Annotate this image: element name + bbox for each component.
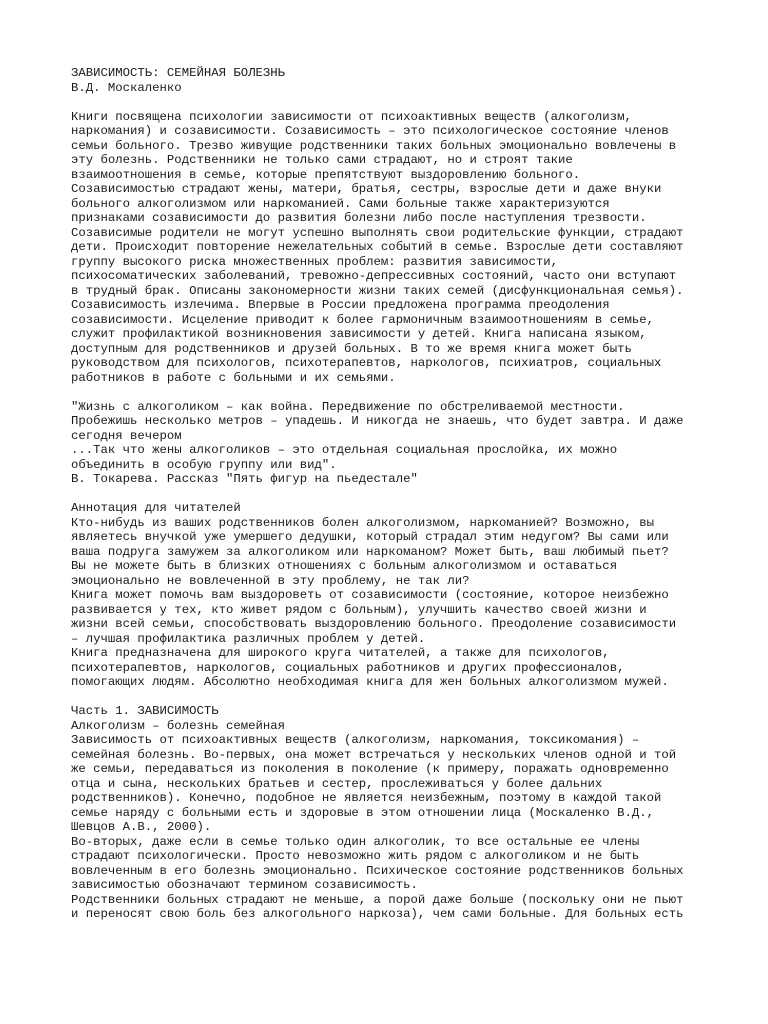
annotation — [71, 501, 711, 690]
text-line: помогающих людям. Абсолютно необходимая книга для жен больных алкоголизмом мужей. — [71, 675, 669, 689]
text-line: ...Так что жены алкоголиков – это отдельная социальная прослойка, их можно — [71, 443, 618, 457]
blank-line — [71, 95, 711, 110]
text-line: Пробежишь несколько метров – упадешь. И никогда не знаешь, что будет завтра. И даже — [71, 414, 684, 428]
text-line: дети. Происходит повторение нежелательных событий в семье. Взрослые дети составляют — [71, 240, 684, 254]
document-body — [71, 110, 711, 922]
text-line: Книги посвящена психологии зависимости от психоактивных веществ (алкоголизм, — [71, 109, 632, 124]
text-line: В. Токарева. Рассказ "Пять фигур на пьедестале" — [71, 472, 418, 486]
text-line: психотерапевтов, наркологов, социальных работников и других профессионалов, — [71, 660, 625, 675]
text-line: Книга предназначена для широкого круга читателей, а также для психологов, — [71, 646, 610, 660]
text-line: больного алкоголизмом или наркоманией. Сами больные также характеризуются — [71, 196, 610, 211]
text-line: родственников). Конечно, подобное не является неизбежным, поэтому в каждой такой — [71, 791, 662, 805]
text-line: Часть 1. ЗАВИСИМОСТЬ — [71, 704, 219, 718]
text-line: психосоматических заболеваний, тревожно-депрессивных состояний, часто они вступают — [71, 269, 677, 283]
text-line: Созависимость излечима. Впервые в России предложена программа преодоления — [71, 298, 610, 312]
text-line: сегодня вечером — [71, 428, 182, 443]
text-line: объединить в особую группу или вид". — [71, 457, 337, 472]
document-author: В.Д. Москаленко — [71, 80, 182, 95]
part-one — [71, 704, 711, 922]
text-line: вовлеченным в его болезнь эмоционально. Психическое состояние родственников больных — [71, 863, 684, 878]
text-line: семейная болезнь. Во-первых, она может встречаться у нескольких членов одной и той — [71, 747, 677, 762]
blank-line — [71, 487, 711, 502]
text-line: Аннотация для читателей — [71, 501, 241, 515]
text-line: взаимоотношения в семье, которые препятствуют выздоровлению больного. — [71, 167, 581, 182]
text-line: развивается у тех, кто живет рядом с больным), улучшить качество своей жизни и — [71, 602, 647, 617]
text-line: Книга может помочь вам выздороветь от созависимости (состояние, которое неизбежно — [71, 588, 669, 602]
text-line: эту болезнь. Родственники не только сами страдают, но и строят такие — [71, 153, 573, 167]
text-line: страдают психологически. Просто невозможно жить рядом с алкоголиком и не быть — [71, 849, 640, 863]
text-line: эмоционально не вовлеченной в эту проблему, не так ли? — [71, 573, 470, 588]
text-line: группу высокого риска множественных проблем: развития зависимости, — [71, 254, 559, 269]
text-line: Родственники больных страдают не меньше, а порой даже больше (поскольку они не пьют — [71, 892, 684, 907]
text-line: признаками созависимости до развития болезни либо после наступления трезвости. — [71, 211, 647, 225]
epigraph — [71, 400, 711, 487]
text-line: ваша подруга замужем за алкоголиком или наркоманом? Может быть, ваш любимый пьет? — [71, 544, 669, 559]
text-line: жизни всей семьи, способствовать выздоровлению больного. Преодоление созависимости — [71, 617, 677, 631]
text-line: доступным для родственников и друзей больных. В то же время книга может быть — [71, 341, 632, 356]
text-line: Кто-нибудь из ваших родственников болен алкоголизмом, наркоманией? Возможно, вы — [71, 515, 654, 530]
text-line: Во-вторых, даже если в семье только один алкоголик, то все остальные ее члены — [71, 834, 640, 849]
text-line: "Жизнь с алкоголиком – как война. Передвижение по обстреливаемой местности. — [71, 399, 625, 414]
text-line: являетесь внучкой уже умершего дедушки, который страдал этим недугом? Вы сами или — [71, 530, 669, 544]
text-line: Вы не можете быть в близких отношениях с больным алкоголизмом и оставаться — [71, 559, 618, 573]
text-line: наркомания) и созависимости. Созависимость – это психологическое состояние членов — [71, 124, 669, 138]
text-line: Алкоголизм – болезнь семейная — [71, 718, 286, 733]
text-line: работников в работе с больными и их семьями. — [71, 370, 396, 385]
text-line: зависимостью обозначают термином созависимость. — [71, 878, 418, 892]
intro-paragraph — [71, 110, 711, 386]
text-line: руководством для психологов, психотерапевтов, наркологов, психиатров, социальных — [71, 356, 662, 370]
text-line: и переносят свою боль без алкогольного наркоза), чем сами больные. Для больных есть — [71, 907, 684, 921]
text-line: семье наряду с больными есть и здоровые в этом отношении лица (Москаленко В.Д., — [71, 805, 654, 820]
text-line: созависимости. Исцеление приводит к более гармоничным взаимоотношениям в семье, — [71, 312, 654, 327]
text-line: отца и сына, нескольких братьев и сестер, прослеживаться у более дальних — [71, 776, 603, 791]
text-line: Созависимостью страдают жены, матери, братья, сестры, взрослые дети и даже внуки — [71, 182, 662, 196]
text-line: же семьи, передаваться из поколения в поколение (к примеру, поражать одновременно — [71, 762, 669, 776]
document-title: ЗАВИСИМОСТЬ: СЕМЕЙНАЯ БОЛЕЗНЬ — [71, 66, 286, 80]
text-line: в трудный брак. Описаны закономерности жизни таких семей (дисфункциональная семья). — [71, 283, 684, 298]
text-line: семьи больного. Трезво живущие родственники таких больных эмоционально вовлечены в — [71, 138, 677, 153]
document-page — [71, 66, 711, 922]
text-line: Зависимость от психоактивных веществ (алкоголизм, наркомания, токсикомания) – — [71, 733, 640, 747]
blank-line — [71, 385, 711, 400]
text-line: Созависимые родители не могут успешно выполнять свои родительские функции, страдают — [71, 225, 684, 240]
blank-line — [71, 690, 711, 705]
text-line: – лучшая профилактика различных проблем у детей. — [71, 631, 426, 646]
text-line: служит профилактикой возникновения зависимости у детей. Книга написана языком, — [71, 327, 647, 341]
text-line: Шевцов А.В., 2000). — [71, 820, 212, 834]
